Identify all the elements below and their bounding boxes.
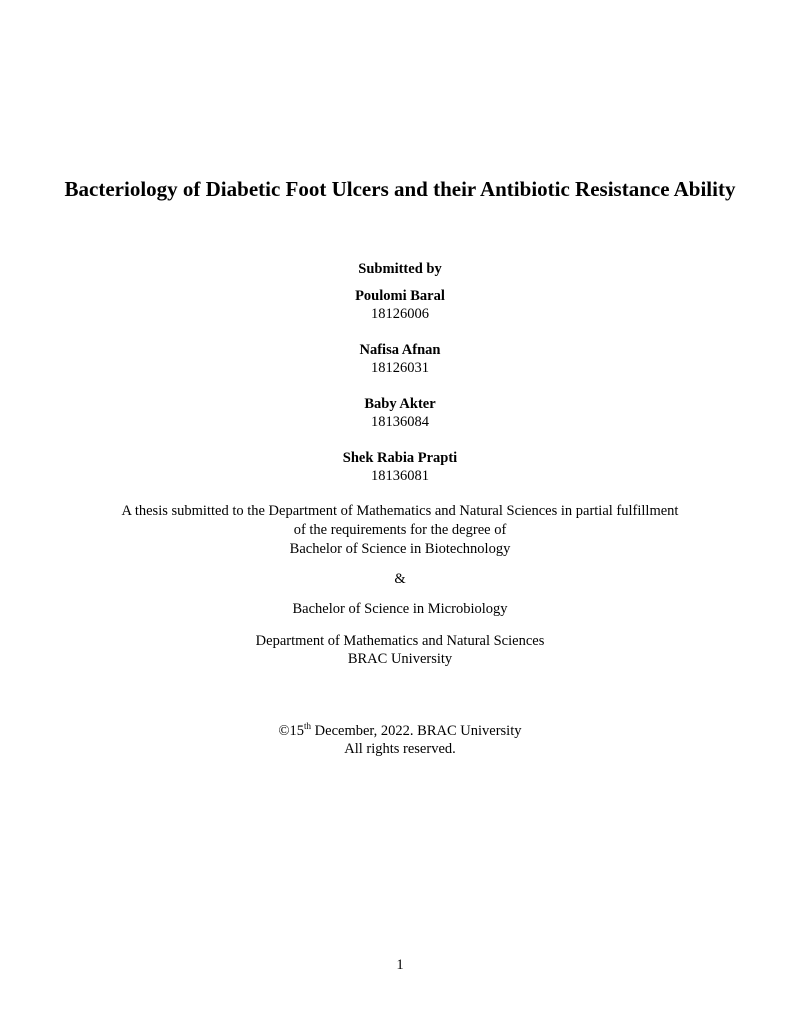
author-id-4: 18136081 [371,468,429,484]
copyright-suffix: December, 2022. BRAC University [311,723,522,739]
copyright-line [40,722,760,740]
department-name: Department of Mathematics and Natural Sciences [255,633,545,649]
author-id-3: 18136084 [371,414,429,430]
thesis-title: Bacteriology of Diabetic Foot Ulcers and their Antibiotic Resistance Ability [64,177,736,201]
thesis-statement-line-1: A thesis submitted to the Department of Mathematics and Natural Sciences in partial fulfillment [121,503,679,519]
degree-microbiology: Bachelor of Science in Microbiology [292,601,508,617]
rights-reserved: All rights reserved. [344,741,456,757]
ampersand: & [394,571,406,587]
copyright-prefix: ©15 [278,723,305,739]
author-name-2: Nafisa Afnan [359,342,441,358]
thesis-statement-line-3: Bachelor of Science in Biotechnology [289,541,511,557]
author-name-3: Baby Akter [364,396,436,412]
author-id-1: 18126006 [371,306,429,322]
author-name-4: Shek Rabia Prapti [342,450,458,466]
copyright-superscript: th [304,721,312,732]
submitted-by-label: Submitted by [358,261,442,277]
university-name: BRAC University [347,651,453,667]
thesis-statement [60,502,740,559]
thesis-statement-line-2: of the requirements for the degree of [293,522,507,538]
author-id-2: 18126031 [371,360,429,376]
page-number: 1 [396,957,404,973]
author-name-1: Poulomi Baral [355,288,445,304]
